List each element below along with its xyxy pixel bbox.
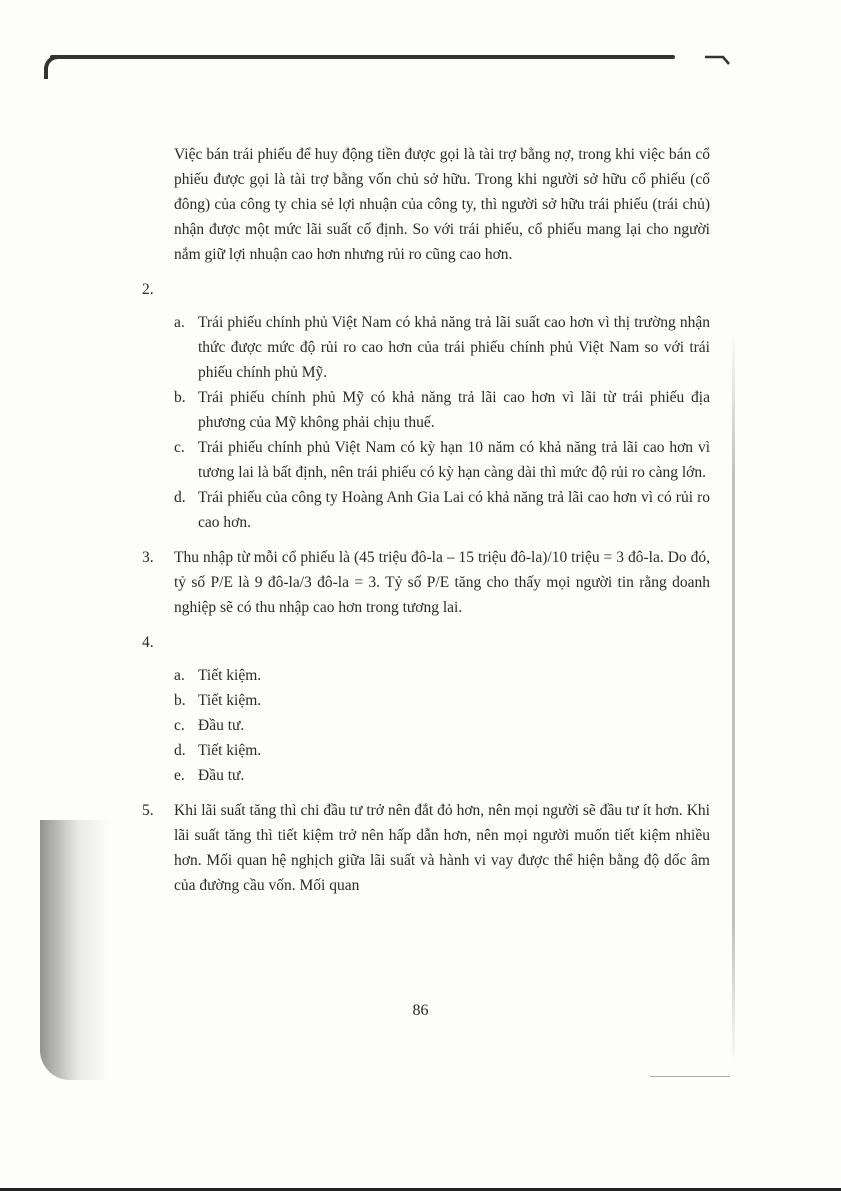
item-number: 5. [142, 802, 154, 819]
intro-paragraph: Việc bán trái phiếu để huy động tiền được gọi là tài trợ bằng nợ, trong khi việc bán cổ phiếu được gọi là tài trợ bằng vốn chủ sở hữu. Trong khi người sở hữu cổ phiếu (cổ đông) của công ty chia sẻ lợi nhuận của công ty, thì người sở hữu trái phiếu (trái chủ) nhận được một mức lãi suất cố định. So với trái phiếu, cổ phiếu mang lại cho người nắm giữ lợi nhuận cao hơn nhưng rủi ro cũng cao hơn. [174, 146, 710, 263]
sub-item-text: Đầu tư. [198, 767, 245, 784]
page-number: 86 [412, 1002, 429, 1019]
sub-item-letter: d. [174, 489, 186, 506]
sub-item-2b [142, 385, 710, 435]
item-number: 2. [142, 281, 154, 298]
scan-border-bottom [650, 1076, 730, 1077]
sub-item-letter: e. [174, 767, 185, 784]
sub-item-letter: d. [174, 742, 186, 759]
scan-border-top [50, 55, 675, 59]
sub-item-text: Trái phiếu chính phủ Việt Nam có kỳ hạn 10 năm có khả năng trả lãi cao hơn vì tương lai là bất định, nên trái phiếu có kỳ hạn càng dài thì mức độ rủi ro càng lớn. [198, 439, 710, 481]
item-text: Khi lãi suất tăng thì chi đầu tư trở nên đắt đỏ hơn, nên mọi người sẽ đầu tư ít hơn. Khi lãi suất tăng thì tiết kiệm trở nên hấp dẫn hơn, nên mọi người muốn tiết kiệm nhiều hơn. Mối quan hệ nghịch giữa lãi suất và hành vi vay được thể hiện bằng độ dốc âm của đường cầu vốn. Mối quan [174, 802, 710, 894]
sub-item-2c [142, 435, 710, 485]
list-item-4 [142, 630, 710, 655]
list-item-3 [142, 545, 710, 620]
sub-item-text: Tiết kiệm. [198, 667, 262, 684]
scan-mark-icon [705, 54, 731, 66]
sub-item-text: Trái phiếu chính phủ Việt Nam có khả năng trả lãi suất cao hơn vì thị trường nhận thức được mức độ rủi ro cao hơn của trái phiếu chính phủ Việt Nam so với trái phiếu chính phủ Mỹ. [198, 314, 710, 381]
scan-shadow-left [40, 820, 110, 1080]
sub-item-text: Trái phiếu của công ty Hoàng Anh Gia Lai có khả năng trả lãi cao hơn vì có rủi ro cao hơn. [198, 489, 710, 531]
sub-item-4b [142, 688, 710, 713]
item-number: 3. [142, 549, 154, 566]
sub-item-2a [142, 310, 710, 385]
sub-item-2d [142, 485, 710, 535]
sub-item-text: Trái phiếu chính phủ Mỹ có khả năng trả lãi cao hơn vì lãi từ trái phiếu địa phương của Mỹ không phải chịu thuế. [198, 389, 710, 431]
sub-item-letter: c. [174, 439, 185, 456]
document-body [142, 142, 710, 898]
sub-item-text: Tiết kiệm. [198, 742, 262, 759]
sub-item-text: Đầu tư. [198, 717, 245, 734]
sub-item-letter: c. [174, 717, 185, 734]
sub-item-letter: a. [174, 667, 185, 684]
sub-item-letter: b. [174, 389, 186, 406]
sub-item-text: Tiết kiệm. [198, 692, 262, 709]
list-item-5 [142, 798, 710, 898]
sub-item-letter: b. [174, 692, 186, 709]
sub-item-letter: a. [174, 314, 185, 331]
list-item-2 [142, 277, 710, 302]
sub-item-4a [142, 663, 710, 688]
sub-item-4e [142, 763, 710, 788]
item-text: Thu nhập từ mỗi cổ phiếu là (45 triệu đô-la – 15 triệu đô-la)/10 triệu = 3 đô-la. Do đó, tỷ số P/E là 9 đô-la/3 đô-la = 3. Tỷ số P/E tăng cho thấy mọi người tin rằng doanh nghiệp sẽ có thu nhập cao hơn trong tương lai. [174, 549, 710, 616]
scan-shadow-right [732, 330, 735, 1070]
sub-item-4d [142, 738, 710, 763]
sub-item-4c [142, 713, 710, 738]
item-number: 4. [142, 634, 154, 651]
